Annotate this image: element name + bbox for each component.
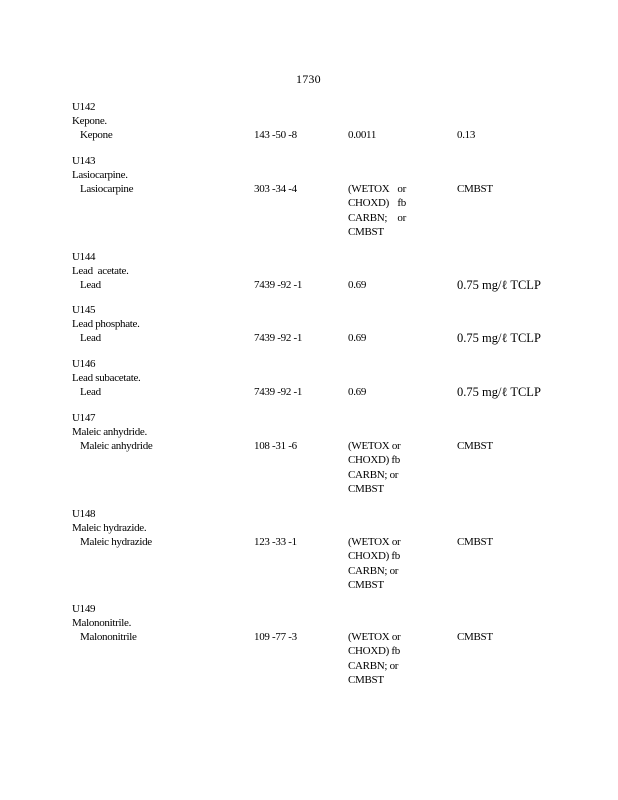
wastewater-standard-line: CHOXD) fb: [348, 550, 400, 563]
wastewater-standard: 0.69: [348, 386, 367, 398]
wastewater-standard-line: CARBN; or: [348, 659, 399, 672]
cas-number: 7439 -92 -1: [254, 279, 303, 291]
regulated-constituent: Lead: [80, 386, 101, 398]
waste-code: U149: [72, 603, 96, 615]
waste-code: U145: [72, 304, 96, 316]
cas-number: 109 -77 -3: [254, 631, 297, 643]
wastewater-standard: [348, 630, 412, 687]
nonwastewater-standard: 0.75 mg/ℓ TCLP: [457, 331, 541, 345]
waste-code: U146: [72, 358, 96, 370]
wastewater-standard-line: CHOXD) fb: [348, 645, 400, 658]
waste-name: Kepone.: [72, 115, 107, 127]
regulated-constituent: Maleic hydrazide: [80, 536, 152, 548]
waste-code: U147: [72, 412, 96, 424]
waste-name: Lead acetate.: [72, 265, 129, 277]
wastewater-standard: [348, 182, 406, 239]
waste-name: Maleic hydrazide.: [72, 522, 147, 534]
nonwastewater-standard: 0.75 mg/ℓ TCLP: [457, 385, 541, 399]
wastewater-standard-line: CMBST: [348, 578, 384, 591]
waste-name: Lead phosphate.: [72, 318, 140, 330]
wastewater-standard-line: CARBN; or: [348, 564, 399, 577]
cas-number: 143 -50 -8: [254, 129, 297, 141]
cas-number: 123 -33 -1: [254, 536, 297, 548]
wastewater-standard: [348, 535, 412, 592]
wastewater-standard-line: (WETOX or: [348, 536, 401, 548]
nonwastewater-standard: CMBST: [457, 440, 493, 452]
waste-name: Lasiocarpine.: [72, 169, 128, 181]
regulated-constituent: Kepone: [80, 129, 113, 141]
regulated-constituent: Maleic anhydride: [80, 440, 153, 452]
nonwastewater-standard: CMBST: [457, 536, 493, 548]
wastewater-standard-line: CARBN; or: [348, 211, 406, 224]
regulated-constituent: Lead: [80, 279, 101, 291]
wastewater-standard-line: (WETOX or: [348, 631, 401, 643]
cas-number: 303 -34 -4: [254, 183, 297, 195]
page-number: 1730: [296, 72, 321, 86]
wastewater-standard-line: CHOXD) fb: [348, 454, 400, 467]
wastewater-standard-line: CMBST: [348, 482, 384, 495]
regulated-constituent: Lead: [80, 332, 101, 344]
wastewater-standard: 0.69: [348, 279, 367, 291]
nonwastewater-standard: 0.13: [457, 129, 476, 141]
wastewater-standard: 0.69: [348, 332, 367, 344]
waste-name: Lead subacetate.: [72, 372, 141, 384]
nonwastewater-standard: 0.75 mg/ℓ TCLP: [457, 278, 541, 292]
wastewater-standard-line: (WETOX or: [348, 440, 401, 452]
waste-name: Maleic anhydride.: [72, 426, 147, 438]
waste-code: U148: [72, 508, 96, 520]
regulated-constituent: Malononitrile: [80, 631, 137, 643]
wastewater-standard: 0.0011: [348, 129, 377, 141]
cas-number: 7439 -92 -1: [254, 332, 303, 344]
waste-code: U144: [72, 251, 96, 263]
wastewater-standard: [348, 439, 412, 496]
cas-number: 108 -31 -6: [254, 440, 297, 452]
wastewater-standard-line: CARBN; or: [348, 468, 399, 481]
nonwastewater-standard: CMBST: [457, 183, 493, 195]
wastewater-standard-line: CHOXD) fb: [348, 197, 406, 210]
wastewater-standard-line: (WETOX or: [348, 183, 406, 195]
cas-number: 7439 -92 -1: [254, 386, 303, 398]
waste-name: Malononitrile.: [72, 617, 132, 629]
wastewater-standard-line: CMBST: [348, 673, 384, 686]
waste-code: U142: [72, 101, 96, 113]
nonwastewater-standard: CMBST: [457, 631, 493, 643]
waste-code: U143: [72, 155, 96, 167]
regulated-constituent: Lasiocarpine: [80, 183, 134, 195]
wastewater-standard-line: CMBST: [348, 225, 384, 238]
